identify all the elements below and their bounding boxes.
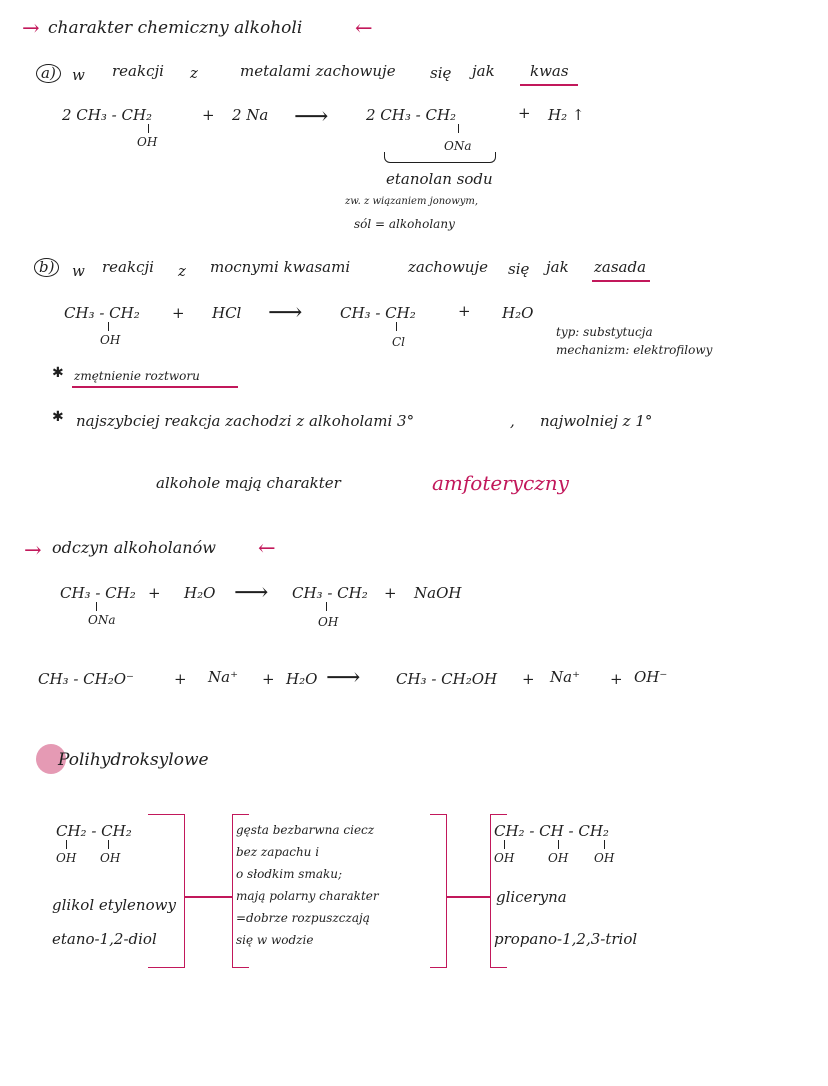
reaction-arrow-icon: ⟶ — [234, 578, 269, 606]
section-title: charakter chemiczny alkoholi — [48, 18, 303, 38]
bullet-text: najszybciej reakcja zachodzi z alkoholami 3° — [76, 412, 415, 430]
formula-sub: OH — [594, 851, 615, 865]
formula-sub: OH — [137, 135, 158, 149]
underline — [592, 280, 650, 282]
formula: NaOH — [414, 584, 462, 602]
asterisk-icon: ✱ — [52, 409, 64, 425]
bracket — [148, 814, 185, 968]
plus: + — [172, 304, 185, 322]
bond — [504, 840, 505, 849]
formula: CH₂ - CH - CH₂ — [494, 822, 609, 840]
formula-sub: Cl — [392, 335, 406, 349]
plus: + — [384, 584, 397, 602]
asterisk-icon: ✱ — [52, 365, 64, 381]
section-title: Polihydroksylowe — [58, 750, 209, 770]
reaction-arrow-icon: ⟶ — [326, 663, 361, 691]
formula: CH₃ - CH₂OH — [396, 670, 498, 688]
label-a: a) — [36, 64, 61, 83]
bond — [66, 840, 67, 849]
formula-sub: OH — [56, 851, 77, 865]
property-line: o słodkim smaku; — [236, 867, 343, 881]
formula-sub: OH — [100, 333, 121, 347]
text: jak — [546, 258, 569, 276]
text: się — [508, 260, 530, 278]
note: zw. z wiązaniem jonowym, — [345, 196, 479, 207]
text: z — [178, 262, 186, 280]
arrow-right-icon: → — [22, 16, 40, 40]
formula: H₂O — [286, 670, 318, 688]
bond — [458, 124, 459, 133]
plus: + — [610, 670, 623, 688]
text: mocnymi kwasami — [210, 258, 351, 276]
plus: + — [148, 584, 161, 602]
formula: 2 CH₃ - CH₂ — [366, 106, 457, 124]
text: metalami zachowuje — [240, 62, 396, 80]
keyword-amfoteryczny: amfoteryczny — [432, 471, 569, 495]
reaction-mechanism: mechanizm: elektrofilowy — [556, 343, 713, 357]
bond — [396, 322, 397, 331]
text: w — [72, 262, 85, 280]
property-line: =dobrze rozpuszczają — [236, 911, 370, 925]
text: z — [190, 64, 198, 82]
formula: CH₂ - CH₂ — [56, 822, 132, 840]
compound-name: etanolan sodu — [386, 170, 493, 188]
formula: 2 CH₃ - CH₂ — [62, 106, 153, 124]
arrow-left-icon: ← — [355, 16, 373, 40]
reaction-arrow-icon: ⟶ — [268, 298, 303, 326]
connector — [184, 896, 232, 898]
connector — [446, 896, 490, 898]
formula: H₂ ↑ — [548, 106, 585, 124]
comma: , — [510, 412, 515, 430]
statement: alkohole mają charakter — [156, 474, 341, 492]
formula: H₂O — [502, 304, 534, 322]
bond — [604, 840, 605, 849]
keyword-kwas: kwas — [530, 62, 569, 80]
formula: H₂O — [184, 584, 216, 602]
compound-name: etano-1,2-diol — [52, 930, 157, 948]
note: sól = alkoholany — [354, 217, 455, 231]
arrow-left-icon: ← — [258, 536, 276, 560]
bond — [96, 602, 97, 611]
underline — [72, 386, 238, 388]
bond — [558, 840, 559, 849]
formula: CH₃ - CH₂ — [340, 304, 416, 322]
keyword-zasada: zasada — [594, 258, 647, 276]
plus: + — [174, 670, 187, 688]
text: reakcji — [112, 62, 164, 80]
plus: + — [262, 670, 275, 688]
underline — [520, 84, 578, 86]
bracket — [430, 814, 447, 968]
formula: HCl — [212, 304, 242, 322]
formula: CH₃ - CH₂ — [292, 584, 368, 602]
compound-name: glikol etylenowy — [52, 896, 176, 914]
formula-sub: OH — [100, 851, 121, 865]
property-line: mają polarny charakter — [236, 889, 379, 903]
compound-name: gliceryna — [496, 888, 567, 906]
text: jak — [472, 62, 495, 80]
text: w — [72, 66, 85, 84]
bond — [326, 602, 327, 611]
arrow-right-icon: → — [24, 538, 42, 562]
plus: + — [522, 670, 535, 688]
plus: + — [518, 104, 531, 122]
reaction-type: typ: substytucja — [556, 325, 653, 339]
formula-sub: ONa — [88, 613, 116, 627]
bullet-text: zmętnienie roztworu — [74, 369, 200, 383]
brace — [384, 152, 496, 163]
bond — [108, 840, 109, 849]
reaction-arrow-icon: ⟶ — [294, 102, 329, 130]
text: reakcji — [102, 258, 154, 276]
formula: CH₃ - CH₂ — [64, 304, 140, 322]
compound-name: propano-1,2,3-triol — [494, 930, 638, 948]
property-line: gęsta bezbarwna ciecz — [236, 823, 375, 837]
formula: CH₃ - CH₂O⁻ — [38, 670, 134, 688]
formula: OH⁻ — [634, 668, 668, 686]
plus: + — [458, 302, 471, 320]
formula: Na⁺ — [208, 668, 238, 686]
property-line: bez zapachu i — [236, 845, 320, 859]
bond — [148, 124, 149, 133]
property-line: się w wodzie — [236, 933, 314, 947]
formula: Na⁺ — [550, 668, 580, 686]
bullet-text: najwolniej z 1° — [540, 412, 653, 430]
formula-sub: OH — [494, 851, 515, 865]
section-title: odczyn alkoholanów — [52, 538, 216, 557]
formula: CH₃ - CH₂ — [60, 584, 136, 602]
text: zachowuje — [408, 258, 488, 276]
formula-sub: OH — [548, 851, 569, 865]
plus: + — [202, 106, 215, 124]
formula-sub: OH — [318, 615, 339, 629]
bond — [108, 322, 109, 331]
formula-sub: ONa — [444, 139, 472, 153]
label-b: b) — [34, 258, 59, 277]
text: się — [430, 64, 452, 82]
formula: 2 Na — [232, 106, 269, 124]
